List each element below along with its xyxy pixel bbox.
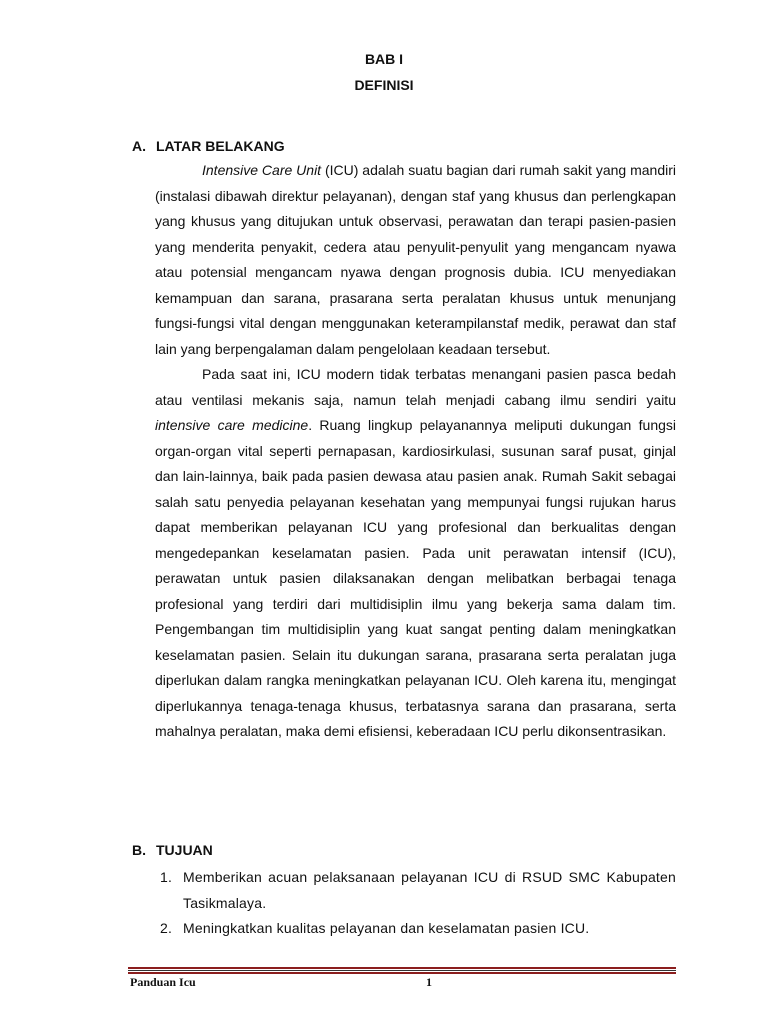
p1-text: (ICU) adalah suatu bagian dari rumah sakit yang mandiri (instalasi dibawah direktur pelayanan), dengan staf yang khusus dan perlengkapan yang khusus yang ditujukan untuk observasi, perawatan dan terapi pasien-pasien yang menderita penyakit, cedera atau penyulit-penyulit yang mengancam nyawa atau potensial mengancam nyawa dengan prognosis dubia. ICU menyediakan kemampuan dan sarana, prasarana serta peralatan khusus untuk menunjang fungsi-fungsi vital dengan menggunakan keterampilanstaf medik, perawat dan staf lain yang berpengalaman dalam pengelolaan keadaan tersebut.: [155, 162, 676, 357]
p2-italic: intensive care medicine: [155, 417, 309, 433]
list-item: [160, 865, 676, 916]
section-a-title: LATAR BELAKANG: [156, 138, 285, 154]
footer-document-name: Panduan Icu: [130, 975, 196, 989]
list-item-number: 2.: [160, 920, 173, 936]
list-item-text: Meningkatkan kualitas pelayanan dan keselamatan pasien ICU.: [183, 920, 590, 936]
list-item: [160, 916, 676, 942]
footer-divider: [128, 967, 676, 974]
p2-text-a: Pada saat ini, ICU modern tidak terbatas menangani pasien pasca bedah atau ventilasi mekanis saja, namun telah menjadi cabang ilmu sendiri yaitu: [155, 366, 676, 408]
section-a-body: [155, 158, 676, 745]
chapter-title: DEFINISI: [354, 77, 414, 93]
footer-page-number: 1: [426, 975, 432, 989]
section-b-marker: B.: [132, 842, 146, 858]
p2-text-b: . Ruang lingkup pelayanannya meliputi dukungan fungsi organ-organ vital seperti pernapasan, kardiosirkulasi, susunan saraf pusat, ginjal dan lain-lainnya, baik pada pasien dewasa atau pasien anak. Rumah Sakit sebagai salah satu penyedia pelayanan kesehatan yang mempunyai fungsi rujukan harus dapat memberikan pelayanan ICU yang profesional dan berkualitas dengan mengedepankan keselamatan pasien. Pada unit perawatan intensif (ICU), perawatan untuk pasien dilaksanakan dengan melibatkan berbagai tenaga profesional yang terdiri dari multidisiplin ilmu yang bekerja sama dalam tim. Pengembangan tim multidisiplin yang kuat sangat penting dalam meningkatkan keselamatan pasien. Selain itu dukungan sarana, prasarana serta peralatan juga diperlukan dalam rangka meningkatkan pelayanan ICU. Oleh karena itu, mengingat diperlukannya tenaga-tenaga khusus, terbatasnya sarana dan prasarana, serta mahalnya peralatan, maka demi efisiensi, keberadaan ICU perlu dikonsentrasikan.: [155, 417, 676, 739]
paragraph-2: [155, 362, 676, 745]
section-a-marker: A.: [132, 138, 146, 154]
paragraph-1: [155, 158, 676, 362]
section-a-heading: [132, 138, 285, 154]
p1-italic: Intensive Care Unit: [202, 162, 322, 178]
section-b-heading: [132, 842, 213, 858]
chapter-number: BAB I: [364, 51, 404, 67]
list-item-number: 1.: [160, 869, 173, 885]
list-item-text: Memberikan acuan pelaksanaan pelayanan ICU di RSUD SMC Kabupaten Tasikmalaya.: [183, 869, 676, 911]
section-b-title: TUJUAN: [156, 842, 213, 858]
tujuan-list: [160, 865, 676, 942]
